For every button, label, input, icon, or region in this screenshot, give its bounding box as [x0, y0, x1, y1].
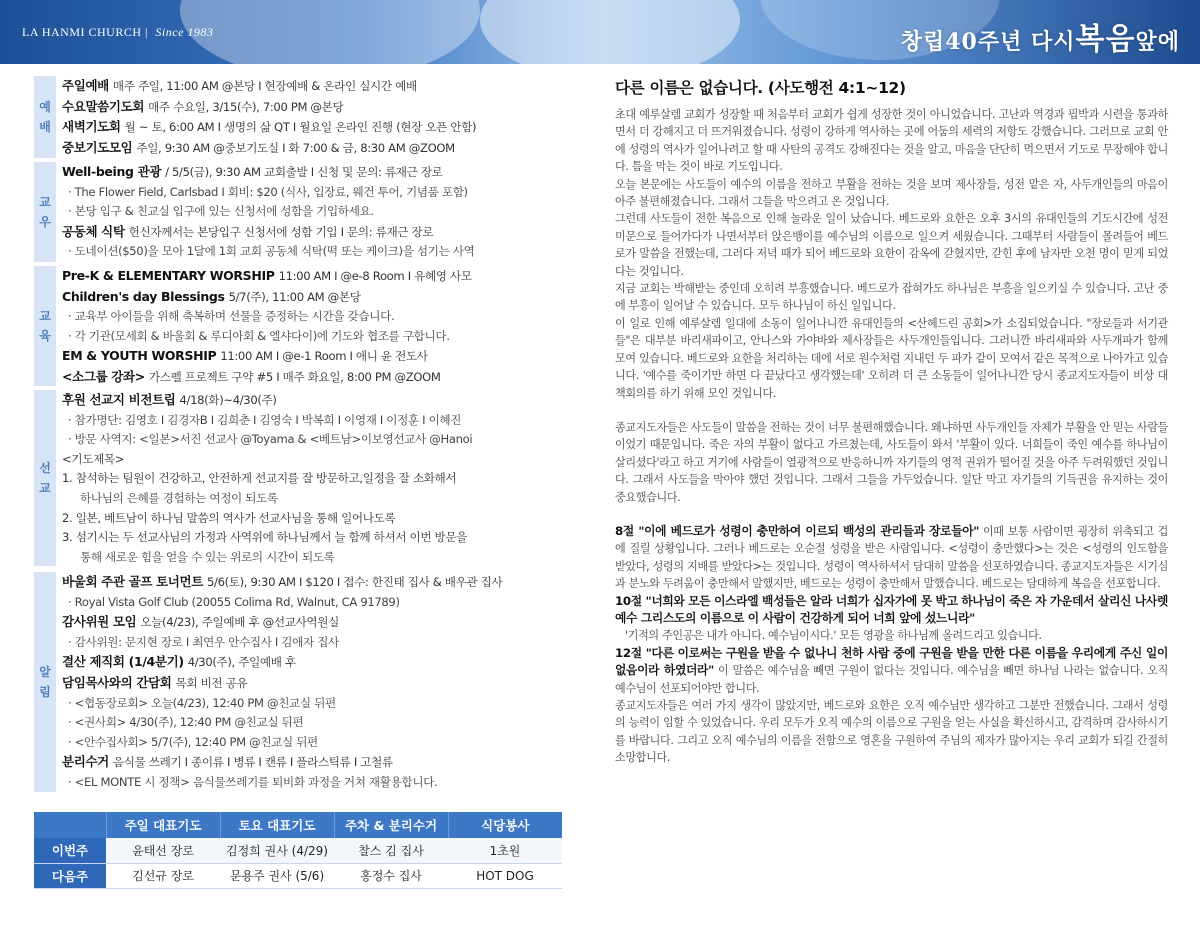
fellowship-line: · The Flower Field, Carlsbad I 회비: $20 (식사, 입장료, 웨건 투어, 기념품 포함) [68, 184, 468, 199]
fellowship-line: · 본당 입구 & 친교실 입구에 있는 신청서에 성함을 기입하세요. [68, 204, 374, 219]
education-line: EM & YOUTH WORSHIP 11:00 AM I @e-1 Room I 애니 윤 전도사 [62, 348, 428, 364]
table-cell: 찰스 김 집사 [334, 838, 448, 863]
verse-12-paragraph [615, 645, 1168, 697]
sermon-paragraph: 초대 예루살렘 교회가 성장할 때 처음부터 교회가 쉽게 성장한 것이 아니었습니다. 고난과 역경과 핍박과 시련을 통과하면서 더 강해지고 더 뜨거워졌습니다. 성령이 강하게 역사하는 곳에 어둠의 세력의 저항도 강했습니다. 그러므로 교회 안에 성령의 역사가 일어나려고 할 때 사탄의 공격도 강해진다는 것을 알고, 마음을 단단히 먹으면서 기도로 무장해야 합니다. 틈을 막는 것이 바로 기도입니다. [615, 108, 1168, 174]
worship-line: 수요말씀기도회 매주 수요일, 3/15(수), 7:00 PM @본당 [62, 98, 344, 114]
notice-line: · Royal Vista Golf Club (20055 Colima Rd, Walnut, CA 91789) [68, 594, 400, 609]
row-label: 이번주 [34, 838, 106, 863]
table-header: 주일 대표기도 [106, 812, 220, 838]
mission-line: 3. 섬기시는 두 선교사님의 가정과 사역위에 하나님께서 늘 함께 하셔서 이번 방문을 [62, 530, 468, 545]
education-line: Children's day Blessings 5/7(주), 11:00 AM @본당 [62, 288, 361, 304]
mission-section [34, 390, 562, 566]
sermon-paragraph: 그런데 사도들이 전한 복음으로 인해 놀라운 일이 났습니다. 베드로와 요한은 오후 3시의 유대인들의 기도시간에 성전 미문으로 들어가다가 나면서부터 앉은뱅이를 예수님의 이름으로 일으켜 세웠습니다. 그때부터 사람들이 몰려들어 베드로가 말씀을 전했는데, 그러다 저녁 때가 되어 베드로와 요한이 감옥에 갇혔지만, 갇힌 후에 남자만 오천 명이 믿게 되었다는 것입니다. [615, 212, 1168, 278]
notice-line: · 감사위원: 문지현 장로 I 최연우 안수집사 I 김애자 집사 [68, 634, 339, 649]
sermon-paragraph: 지금 교회는 박해받는 중인데 오히려 부흥했습니다. 베드로가 잡혀가도 하나님은 부흥을 일으키실 수 있습니다. 고난 중에 부흥이 일어날 수 있습니다. 모두 하나님이 하신 일입니다. [615, 282, 1168, 313]
anniversary-slogan: 창립40주년 다시복음앞에 [900, 22, 1180, 57]
education-section [34, 266, 562, 386]
verse-10-quote: 10절 "너희와 모든 이스라엘 백성들은 알라 너희가 십자가에 못 박고 하나님이 죽은 자 가운데서 살리신 나사렛 예수 그리스도의 이름으로 이 사람이 건강하게 되어 너희 앞에 섰느니라" [615, 593, 1168, 625]
mission-line: 하나님의 은혜를 경험하는 여정이 되도록 [80, 490, 278, 505]
section-tag-mission: 선 교 [34, 390, 56, 566]
section-tag-notice: 알 림 [34, 572, 56, 792]
table-header: 주차 & 분리수거 [334, 812, 448, 838]
mission-line: · 방문 사역지: <일본>서진 선교사 @Toyama & <베트남>이보영선교사 @Hanoi [68, 432, 473, 447]
table-corner [34, 812, 106, 838]
table-row [34, 863, 562, 888]
mission-line: · 참가명단: 김영호 I 김경자B I 김희춘 I 김영숙 I 박복희 I 이영재 I 이정훈 I 이혜진 [68, 412, 462, 427]
table-cell: 윤태선 장로 [106, 838, 220, 863]
sermon-paragraph: 이 일로 인해 예루살렘 일대에 소동이 일어나니깐 유대인들의 <산헤드린 공회>가 소집되었습니다. "장로들과 서기관들"은 대부분 바리새파이고, 안나스와 가야바와 제사장들은 사두개인들입니다. 그러니깐 바리새파와 사두개파가 함께 모여 있습니다. 베드로와 요한을 처리하는 데에 서로 원수처럼 지내던 두 파가 같이 모여서 같은 목적으로 나아가고 있습니다. '예수를 죽이기만 하면 다 끝났다고 생각했는데' 오히려 더 큰 소동들이 일어나니깐 당시 종교지도자들이 비상 대책회의를 하기 위해 모인 것입니다. [615, 316, 1168, 400]
table-cell: 홍정수 집사 [334, 863, 448, 888]
section-tag-education: 교 육 [34, 266, 56, 386]
church-name: LA HANMI CHURCH | Since 1983 [22, 25, 214, 39]
notice-line: · <EL MONTE 시 정책> 음식물쓰레기를 퇴비화 과정을 거쳐 재활용합니다. [68, 774, 438, 789]
row-label: 다음주 [34, 863, 106, 888]
section-tag-worship: 예 배 [34, 76, 56, 158]
notice-line: 담임목사와의 간담회 목회 비전 공유 [62, 674, 248, 690]
mission-line: 2. 일본, 베트남이 하나님 말씀의 역사가 선교사님을 통해 일어나도록 [62, 510, 396, 525]
notice-line: 바울회 주관 골프 토너먼트 5/6(토), 9:30 AM I $120 I 접수: 한진태 집사 & 배우관 집사 [62, 574, 503, 589]
table-cell: 1초원 [448, 838, 562, 863]
notice-line: · <협동장로회> 오늘(4/23), 12:40 PM @친교실 뒤편 [68, 695, 336, 710]
notice-line: 결산 제직회 (1/4분기) 4/30(주), 주일예배 후 [62, 654, 296, 670]
table-cell: 김정희 권사 (4/29) [220, 838, 334, 863]
worship-line: 새벽기도회 월 ~ 토, 6:00 AM I 생명의 삶 QT I 월요일 온라인 진행 (현장 오픈 안함) [62, 119, 477, 135]
table-header-row [34, 812, 562, 838]
table-cell: 김선규 장로 [106, 863, 220, 888]
verse-10-paragraph [615, 593, 1168, 628]
notice-section [34, 572, 562, 792]
verse-8-paragraph [615, 523, 1168, 593]
mission-line: 통해 새로운 힘을 얻을 수 있는 위로의 시간이 되도록 [80, 549, 335, 564]
section-tag-fellowship: 교 우 [34, 162, 56, 262]
mission-line: 1. 참석하는 팀원이 건강하고, 안전하게 선교지를 잘 방문하고,일정을 잘 소화해서 [62, 471, 457, 486]
sermon-column [615, 76, 1168, 767]
table-row [34, 838, 562, 863]
education-line: · 교육부 아이들을 위해 축복하며 선물을 증정하는 시간을 갖습니다. [68, 309, 395, 324]
duty-roster-table [34, 812, 562, 889]
sermon-paragraph: 오늘 본문에는 사도들이 예수의 이름을 전하고 부활을 전하는 것을 보며 제사장들, 성전 맡은 자, 사두개인들의 마음이 아주 불편해졌습니다. 그래서 그들을 막으려고 온 것입니다. [615, 177, 1168, 209]
notice-line: · <권사회> 4/30(주), 12:40 PM @친교실 뒤편 [68, 715, 304, 730]
page-header [0, 0, 1200, 64]
verse-8-quote: 8절 "이에 베드로가 성령이 충만하여 이르되 백성의 관리들과 장로들아" [615, 523, 980, 538]
table-header: 토요 대표기도 [220, 812, 334, 838]
verse-10-text: '기적의 주인공은 내가 아니다. 예수님이시다.' 모든 영광을 하나님께 올려드리고 있습니다. [625, 629, 1042, 643]
worship-line: 중보기도모임 주일, 9:30 AM @중보기도실 I 화 7:00 & 금, 8:30 AM @ZOOM [62, 139, 455, 155]
sermon-paragraph: 종교지도자들은 여러 가지 생각이 많았지만, 베드로와 요한은 오직 예수님만 생각하고 그분만 전했습니다. 그래서 성령의 능력이 임할 수 있었습니다. 우리 모두가 오직 예수의 이름으로 구원을 얻는 사실을 확신하시고, 감격하며 감사하시기를 바랍니다. 그리고 오직 예수님의 이름을 전함으로 영혼을 구원하여 주님의 제자가 많아지는 우리 교회가 되길 간절히 소망합니다. [615, 699, 1168, 765]
fellowship-line: 공동체 식탁 헌신자께서는 본당입구 신청서에 성함 기입 I 문의: 류재근 장로 [62, 223, 434, 239]
mission-line: <기도제목> [62, 451, 125, 466]
verse-12-text: 이 말씀은 예수님을 빼면 구원이 없다는 것입니다. 예수님을 빼면 하나님 나라는 없습니다. 오직 예수님이 선포되어야만 합니다. [615, 664, 1168, 695]
notice-line: · <안수집사회> 5/7(주), 12:40 PM @친교실 뒤편 [68, 734, 318, 749]
education-line: Pre-K & ELEMENTARY WORSHIP 11:00 AM I @e-8 Room I 유혜영 사모 [62, 268, 472, 283]
worship-section [34, 76, 562, 158]
table-cell: 문용주 권사 (5/6) [220, 863, 334, 888]
verse-8-text: 이때 보통 사람이면 굉장히 위축되고 겁에 질릴 상황입니다. 그러나 베드로는 오순절 성령을 받은 사람입니다. <성령이 충만했다>는 것은 <성령의 인도함을 받았다, 성령의 지배를 받았다>는 것입니다. 성령이 역사하셔서 담대히 말씀을 선포하였습니다. 종교지도자들은 시기심과 분노와 두려움이 충만해서 말했지만, 베드로는 성령이 충만해서 말했습니다. 베드로는 담대하게 복음을 선포합니다. [615, 524, 1168, 591]
notice-line: 분리수거 음식물 쓰레기 I 종이류 I 병류 I 캔류 I 플라스틱류 I 고철류 [62, 754, 393, 770]
fellowship-section [34, 162, 562, 262]
table-header: 식당봉사 [448, 812, 562, 838]
worship-line: 주일예배 매주 주일, 11:00 AM @본당 I 현장예배 & 온라인 실시간 예배 [62, 78, 417, 93]
fellowship-line: · 도네이션($50)을 모아 1달에 1회 교회 공동체 식탁(떡 또는 케이크)을 섬기는 사역 [68, 244, 475, 259]
verse-12-quote: 12절 "다른 이로써는 구원을 받을 수 없나니 천하 사람 중에 구원을 받을 만한 다른 이름을 우리에게 주신 일이 없음이라 하였더라" [615, 645, 1168, 678]
sermon-paragraph: 종교지도자들은 사도들이 말씀을 전하는 것이 너무 불편해했습니다. 왜냐하면 사두개인들 자체가 부활을 안 믿는 사람들이었기 때문입니다. 죽은 자의 부활이 없다고 가르쳤는데, 사도들이 와서 '부활이 있다. 너희들이 죽인 예수를 하나님이 살리셨다'라고 하고 거기에 사람들이 열광적으로 반응하니까 자기들의 영적 권위가 떨어질 것을 아주 두려워했던 것입니다. 그래서 사도들을 막아야 했던 것입니다. 그래서 그들을 가두었습니다. 일단 막고 자기들의 기득권을 유지하는 것이 중요했습니다. [615, 420, 1168, 504]
notice-line: 감사위원 모임 오늘(4/23), 주일예배 후 @선교사역원실 [62, 614, 339, 630]
fellowship-line: Well-being 관광 / 5/5(금), 9:30 AM 교회출발 I 신청 및 문의: 류재근 장로 [62, 164, 443, 179]
education-line: · 각 기관(모세회 & 바울회 & 루디아회 & 엘샤다이)에 기도와 협조를 구합니다. [68, 328, 450, 343]
sermon-title: 다른 이름은 없습니다. (사도행전 4:1~12) [615, 79, 906, 97]
table-cell: HOT DOG [448, 863, 562, 888]
announcements-column [34, 76, 562, 792]
education-line: <소그룹 강좌> 가스펠 프로젝트 구약 #5 I 매주 화요일, 8:00 PM @ZOOM [62, 368, 441, 384]
mission-line: 후원 선교지 비전트립 4/18(화)~4/30(주) [62, 392, 277, 407]
